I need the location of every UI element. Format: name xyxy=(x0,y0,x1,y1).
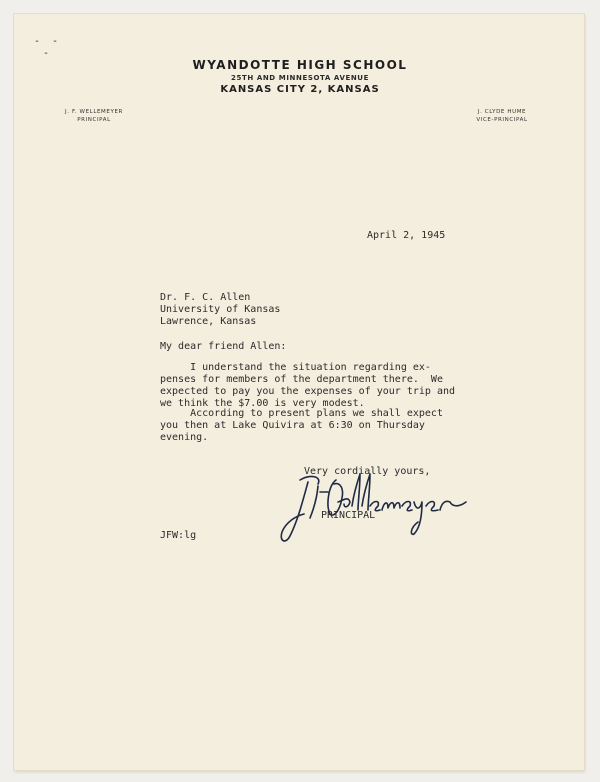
handwritten-signature xyxy=(270,462,480,550)
principal-title: PRINCIPAL xyxy=(77,117,111,123)
inside-address: Dr. F. C. Allen University of Kansas Lawrence, Kansas xyxy=(160,292,281,327)
letterhead-city: KANSAS CITY 2, KANSAS xyxy=(220,84,380,95)
margin-marks: - - - xyxy=(34,36,62,59)
vice-principal-block xyxy=(452,108,552,124)
complimentary-close: Very cordially yours, xyxy=(304,466,431,477)
letter-date: April 2, 1945 xyxy=(367,230,446,241)
reference-initials: JFW:lg xyxy=(160,530,197,541)
body-paragraph-1: I understand the situation regarding ex- penses for members of the department there. We expected to pay you the expenses of your trip and we think the $7.00 is very modest. xyxy=(160,362,456,409)
signer-title: PRINCIPAL xyxy=(321,510,376,521)
letterhead-address: 25TH AND MINNESOTA AVENUE xyxy=(231,74,369,82)
vice-principal-title: VICE-PRINCIPAL xyxy=(476,117,528,123)
svg-text:J F Wellemeyer: J F Wellemeyer xyxy=(270,462,277,463)
principal-block xyxy=(44,108,144,124)
principal-name: J. F. WELLEMEYER xyxy=(65,109,123,115)
salutation: My dear friend Allen: xyxy=(160,341,287,352)
vice-principal-name: J. CLYDE HUME xyxy=(477,109,527,115)
body-paragraph-2: According to present plans we shall expect you then at Lake Quivira at 6:30 on Thursday evening. xyxy=(160,408,443,443)
letterhead-school-name: WYANDOTTE HIGH SCHOOL xyxy=(192,58,408,72)
